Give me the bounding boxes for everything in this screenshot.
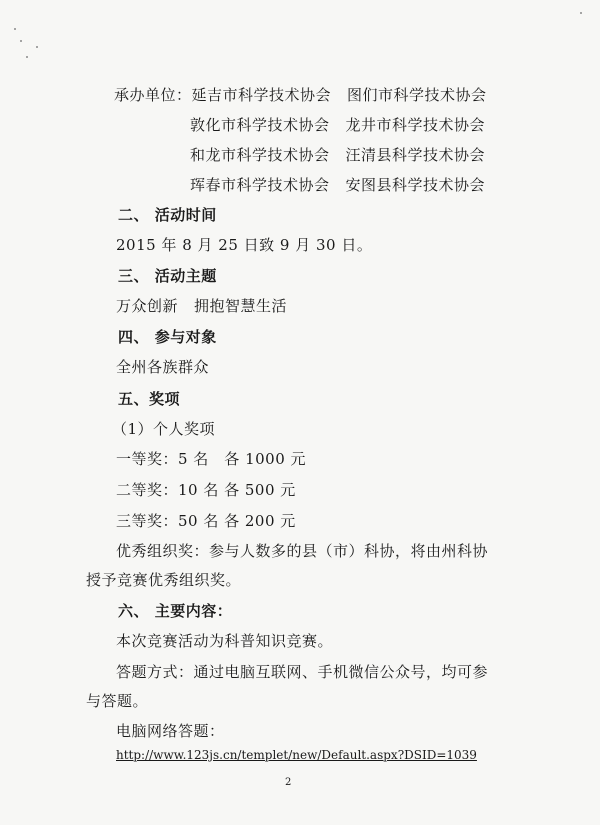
award-third: 三等奖：50 名 各 200 元 — [116, 512, 296, 530]
organizers-row-4 — [190, 175, 485, 195]
time-text: 2015 年 8 月 25 日致 9 月 30 日。 — [116, 236, 373, 254]
scan-speck — [20, 40, 22, 42]
method-line-1: 答题方式：通过电脑互联网、手机微信公众号，均可参 — [116, 663, 489, 681]
theme-text — [116, 296, 287, 316]
section-heading-awards: 五、奖项 — [118, 390, 181, 408]
theme-text-a: 万众创新 — [116, 297, 179, 315]
online-label: 电脑网络答题： — [116, 722, 225, 740]
organizer-name: 敦化市科学技术协会 — [190, 116, 330, 134]
page-number: 2 — [285, 777, 292, 788]
organizers-label: 承办单位： — [114, 86, 192, 104]
section-heading-time: 二、 活动时间 — [118, 206, 217, 224]
award-first: 一等奖：5 名 各 1000 元 — [116, 450, 307, 468]
organizer-name: 和龙市科学技术协会 — [190, 146, 330, 164]
section-heading-theme: 三、 活动主题 — [118, 267, 217, 285]
organizers-row-1 — [114, 85, 487, 105]
organizers-row-3 — [190, 145, 485, 165]
organizer-name: 安图县科学技术协会 — [345, 176, 486, 194]
organizer-name: 汪清县科学技术协会 — [345, 146, 486, 164]
scan-speck — [26, 56, 28, 58]
award-second: 二等奖：10 名 各 500 元 — [116, 481, 296, 499]
organizer-name: 珲春市科学技术协会 — [190, 176, 330, 194]
theme-text-b: 拥抱智慧生活 — [194, 297, 288, 315]
organizers-row-2 — [190, 115, 485, 135]
scan-speck — [580, 12, 582, 14]
section-heading-audience: 四、 参与对象 — [118, 328, 217, 346]
organizer-name: 龙井市科学技术协会 — [345, 116, 486, 134]
org-award-line-1: 优秀组织奖：参与人数多的县（市）科协，将由州科协 — [116, 542, 489, 560]
organizer-name: 延吉市科学技术协会 — [191, 86, 332, 104]
section-heading-content: 六、 主要内容： — [118, 602, 233, 620]
audience-text: 全州各族群众 — [116, 358, 210, 376]
quiz-url-link[interactable]: http://www.123js.cn/templet/new/Default.aspx?DSID=1039 — [116, 748, 477, 762]
awards-subheading: （1）个人奖项 — [112, 420, 216, 438]
scan-speck — [36, 46, 38, 48]
method-line-2: 与答题。 — [86, 692, 149, 710]
org-award-line-2: 授予竞赛优秀组织奖。 — [86, 571, 242, 589]
content-text: 本次竞赛活动为科普知识竞赛。 — [116, 632, 334, 650]
organizer-name: 图们市科学技术协会 — [347, 86, 487, 104]
scan-speck — [14, 28, 16, 30]
